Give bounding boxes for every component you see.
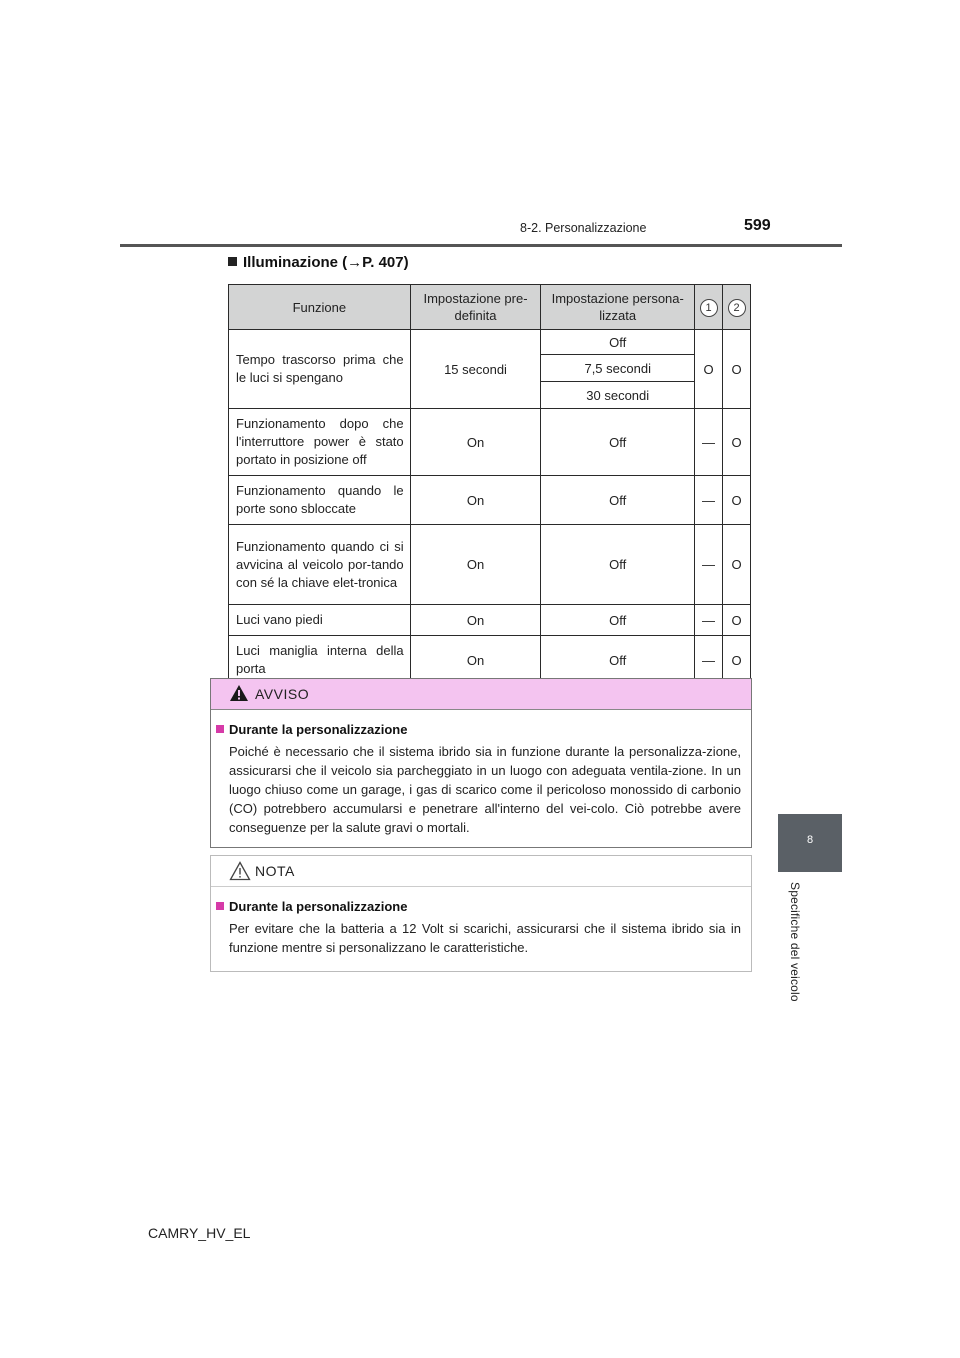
caution-triangle-icon [229,861,251,881]
cell-col2: O [723,525,751,605]
cell-function: Tempo trascorso prima che le luci si spengano [229,330,411,409]
square-bullet-icon [216,725,224,733]
warning-title [216,722,407,737]
table-row [229,476,751,525]
column-header-method-2 [723,285,751,330]
cell-option: Off [541,476,695,525]
warning-label: AVVISO [255,686,310,702]
cell-option: 7,5 secondi [541,355,695,382]
cell-option: 30 secondi [541,382,695,409]
cell-col1: — [695,409,723,476]
note-title-text: Durante la personalizzazione [229,899,408,914]
cell-col2: O [723,330,751,409]
table-row [229,605,751,636]
cell-function: Luci maniglia interna della porta [229,636,411,685]
square-bullet-icon [216,902,224,910]
cell-col1: O [695,330,723,409]
cell-default: On [410,636,541,685]
cell-col1: — [695,605,723,636]
warning-box [210,678,752,848]
cell-option: Off [541,525,695,605]
cell-col2: O [723,476,751,525]
table-header-row [229,285,751,330]
cell-option: Off [541,409,695,476]
column-header-default: Impostazione pre-definita [410,285,541,330]
cell-function: Funzionamento quando le porte sono sbloccate [229,476,411,525]
document-code: CAMRY_HV_EL [148,1225,251,1241]
note-header [211,856,751,887]
cell-col2: O [723,636,751,685]
table-row [229,525,751,605]
section-heading [228,254,409,271]
warning-body: Poiché è necessario che il sistema ibrido sia in funzione durante la personalizza-zione, assicurarsi che il veicolo sia parcheggiato in un luogo con adeguata ventila-zione. In un luogo chiuso come un garage, i gas di scarico come il pericoloso monossido di carbonio (CO) potrebbero accumularsi e penetrare all'interno del vei-colo. Ciò potrebbe avere conseguenze per la salute gravi o mortali. [229,744,741,835]
cell-col2: O [723,605,751,636]
cell-col2: O [723,409,751,476]
note-title [216,899,407,914]
square-bullet-icon [228,257,237,266]
cell-option: Off [541,330,695,355]
cell-default: On [410,525,541,605]
header-section-title: 8-2. Personalizzazione [520,221,647,235]
cell-function: Luci vano piedi [229,605,411,636]
settings-table [228,284,751,685]
column-header-method-1 [695,285,723,330]
warning-title-text: Durante la personalizzazione [229,722,408,737]
chapter-number: 8 [806,834,814,846]
section-title: Illuminazione (→P. 407) [243,254,409,271]
column-header-function: Funzione [229,285,411,330]
column-header-custom: Impostazione persona-lizzata [541,285,695,330]
cell-option: Off [541,605,695,636]
cell-col1: — [695,525,723,605]
note-body: Per evitare che la batteria a 12 Volt si scarichi, assicurarsi che il sistema ibrido sia in funzione mentre si personalizzano le caratteristiche. [229,921,741,955]
cell-col1: — [695,636,723,685]
header-divider [120,244,842,247]
warning-header [211,679,751,710]
cell-function: Funzionamento dopo che l'interruttore power è stato portato in posizione off [229,409,411,476]
circled-number-2: 2 [728,299,746,317]
cell-col1: — [695,476,723,525]
chapter-tab [778,814,842,872]
cell-default: On [410,409,541,476]
cell-default: On [410,476,541,525]
warning-triangle-icon [229,684,249,702]
cell-default: 15 secondi [410,330,541,409]
table-row [229,409,751,476]
cell-function: Funzionamento quando ci si avvicina al veicolo por-tando con sé la chiave elet-tronica [229,525,411,605]
cell-option: Off [541,636,695,685]
table-row [229,330,751,355]
note-box [210,855,752,972]
note-label: NOTA [255,863,295,879]
chapter-label: Specifiche del veicolo [788,882,802,1002]
circled-number-1: 1 [700,299,718,317]
cell-default: On [410,605,541,636]
page-number: 599 [744,217,771,234]
